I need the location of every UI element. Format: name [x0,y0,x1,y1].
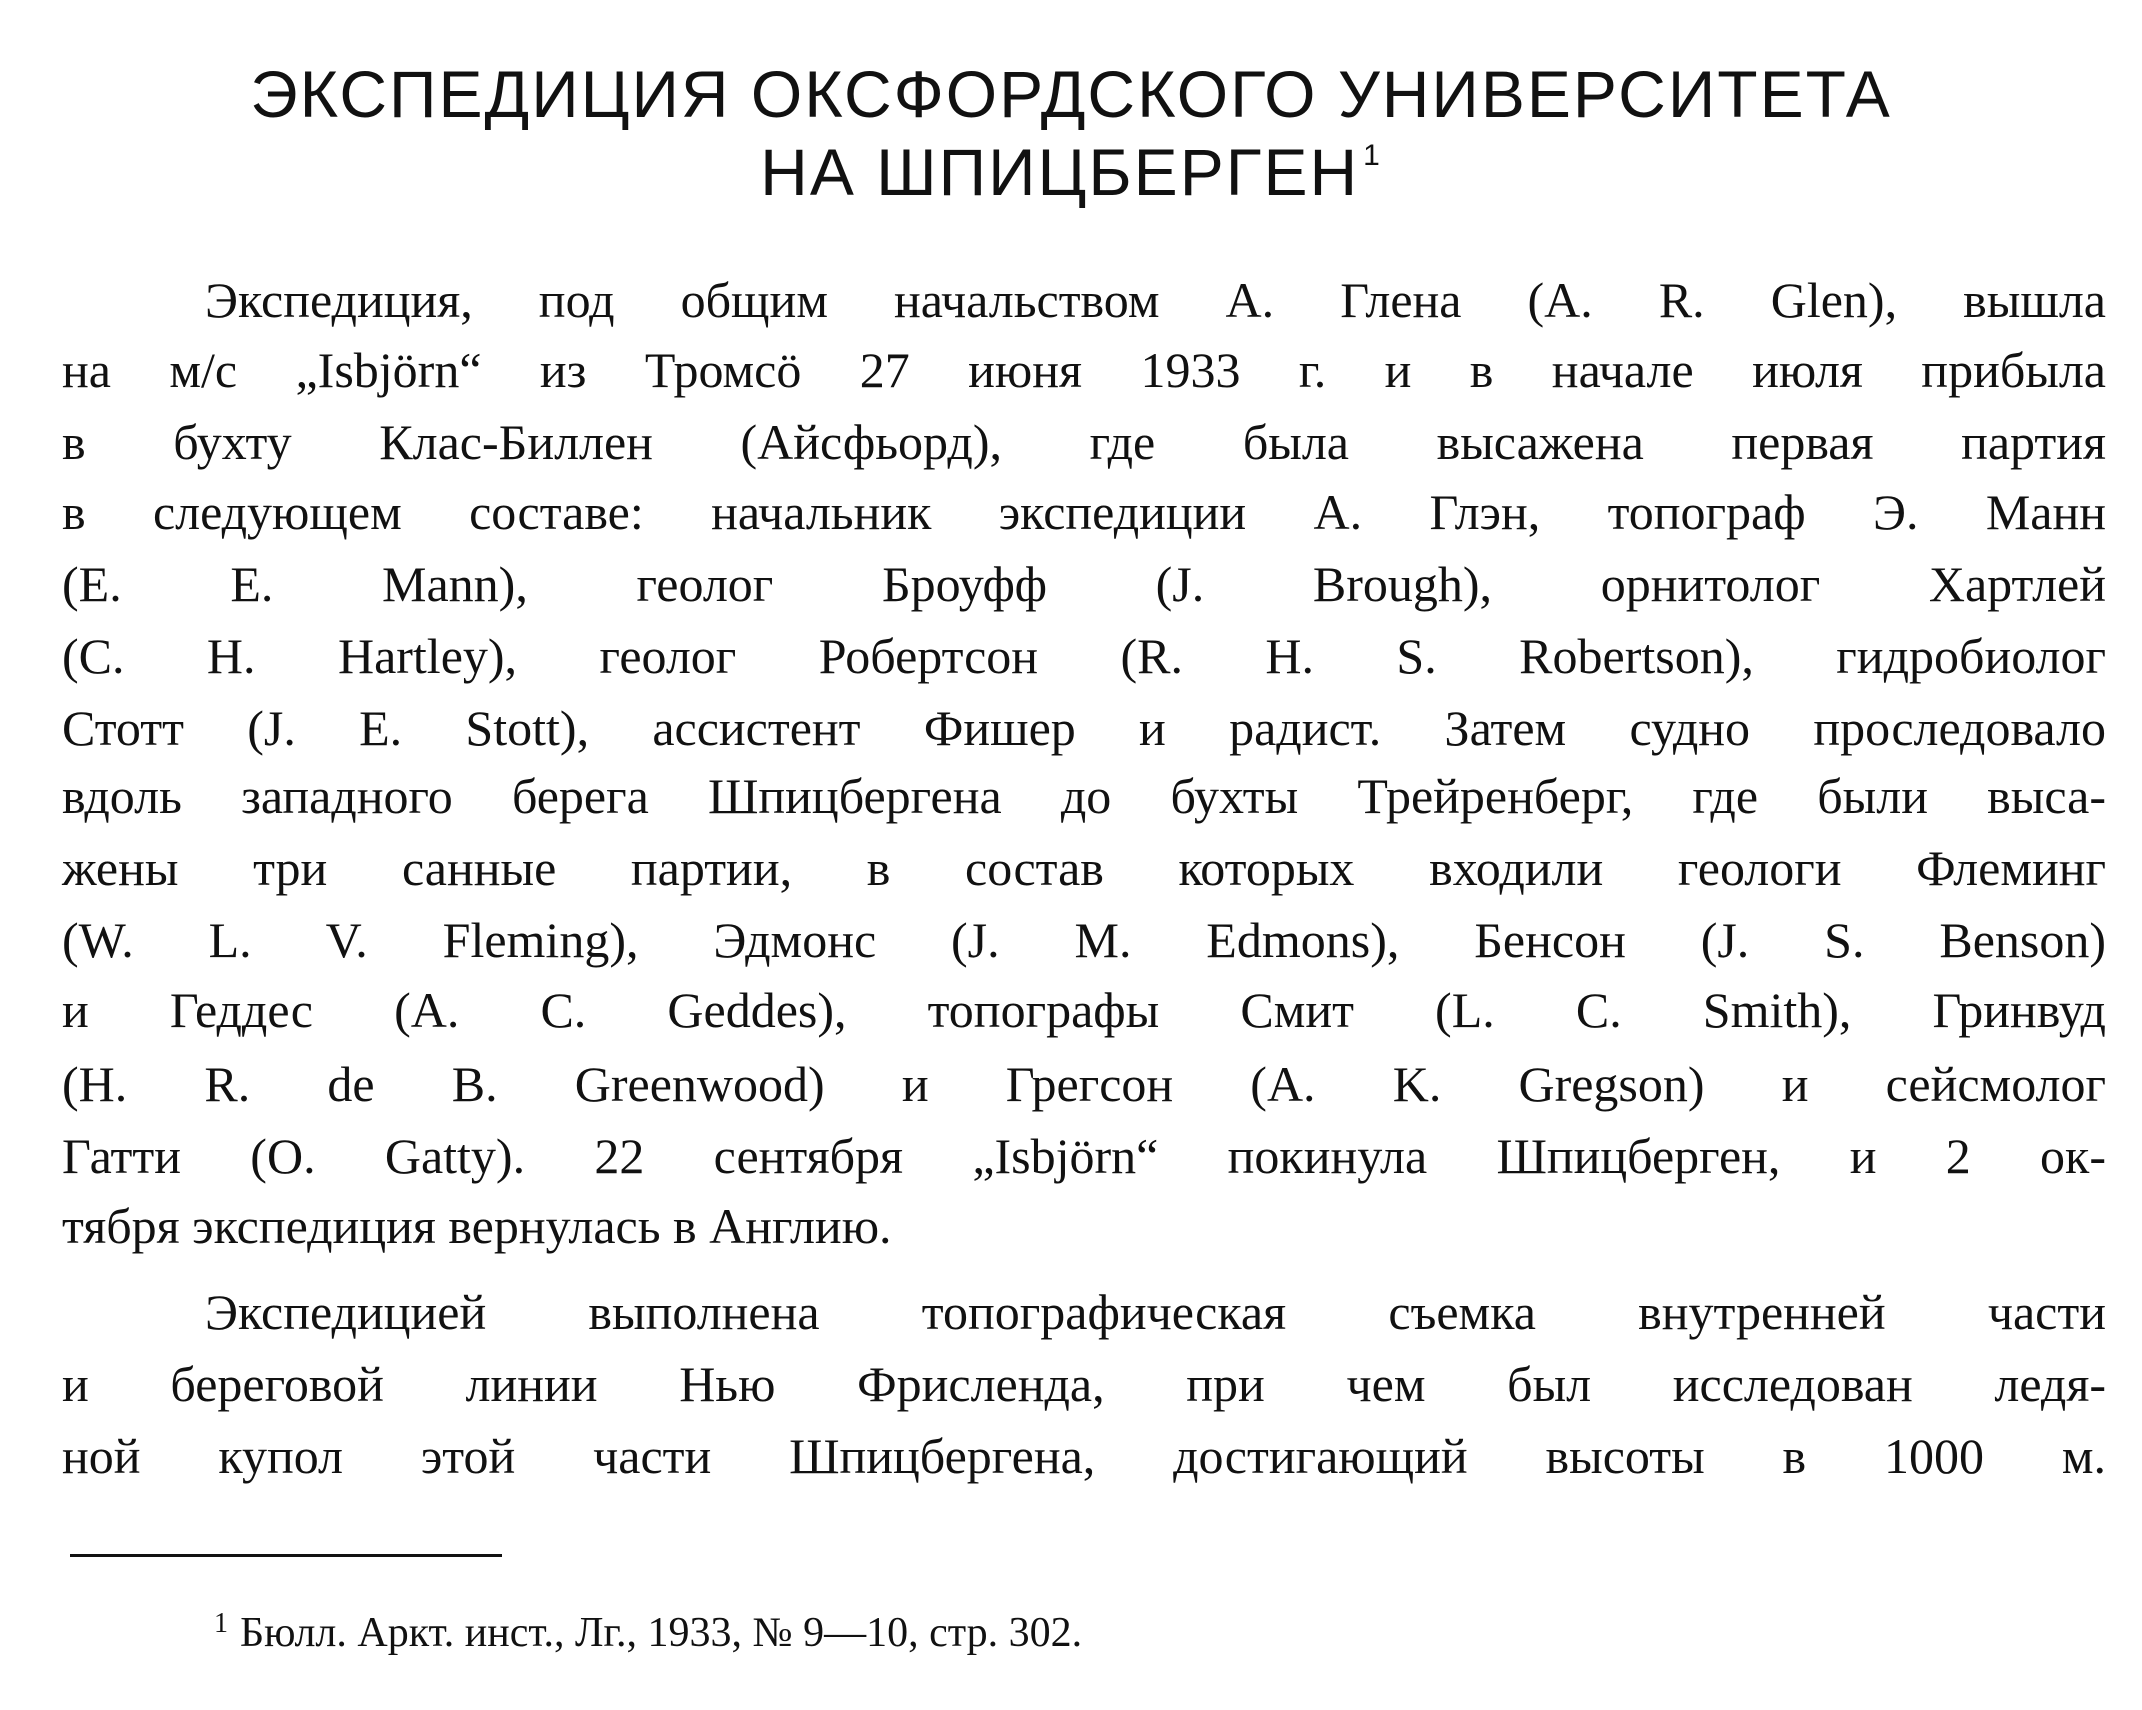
paragraph-1-line-3: в бухту Клас-Биллен (Айсфьорд), где была высажена первая партия [62,414,2106,470]
page-title-line-1: ЭКСПЕДИЦИЯ ОКСФОРДСКОГО УНИВЕРСИТЕТА [250,57,1892,131]
paragraph-1-line-9: жены три санные партии, в состав которых входили геологи Флеминг [62,840,2106,896]
page-title-line-2-text: НА ШПИЦБЕРГЕН [760,135,1360,209]
paragraph-1-line-13: Гатти (O. Gatty). 22 сентября „Isbjörn“ покинула Шпицберген, и 2 ок- [62,1128,2106,1184]
page-title-line-2 [0,134,2142,210]
paragraph-2-line-3: ной купол этой части Шпицбергена, достигающий высоты в 1000 м. [62,1428,2106,1484]
paragraph-1-line-11: и Геддес (A. C. Geddes), топографы Смит (L. C. Smith), Гринвуд [62,982,2106,1038]
footnote [214,1608,1082,1657]
paragraph-1-line-2: на м/с „Isbjörn“ из Тромсö 27 июня 1933 г. и в начале июля прибыла [62,342,2106,398]
paragraph-1-line-1: Экспедиция, под общим начальством А. Глена (A. R. Glen), вышла [205,272,2106,328]
paragraph-1-line-12: (H. R. de B. Greenwood) и Грегсон (A. K. Gregson) и сейсмолог [62,1056,2106,1112]
paragraph-2-line-2: и береговой линии Нью Фрисленда, при чем был исследован ледя- [62,1356,2106,1412]
paragraph-1-line-14: тября экспедиция вернулась в Англию. [62,1198,892,1254]
paragraph-1-line-6: (C. H. Hartley), геолог Робертсон (R. H. S. Robertson), гидробиолог [62,628,2106,684]
title-footnote-reference: 1 [1363,139,1382,172]
paragraph-1-line-8: вдоль западного берега Шпицбергена до бухты Трейренберг, где были выса- [62,768,2106,824]
footnote-text: Бюлл. Аркт. инст., Лг., 1933, № 9—10, стр. 302. [240,1610,1083,1656]
paragraph-1-line-4: в следующем составе: начальник экспедиции А. Глэн, топограф Э. Манн [62,484,2106,540]
footnote-divider [70,1554,502,1557]
paragraph-2-line-1: Экспедицией выполнена топографическая съемка внутренней части [205,1284,2106,1340]
paragraph-1-line-7: Стотт (J. E. Stott), ассистент Фишер и радист. Затем судно проследовало [62,700,2106,756]
footnote-mark: 1 [214,1608,228,1639]
paragraph-1-line-5: (E. E. Mann), геолог Броуфф (J. Brough), орнитолог Хартлей [62,556,2106,612]
paragraph-1-line-10: (W. L. V. Fleming), Эдмонс (J. M. Edmons), Бенсон (J. S. Benson) [62,912,2106,968]
